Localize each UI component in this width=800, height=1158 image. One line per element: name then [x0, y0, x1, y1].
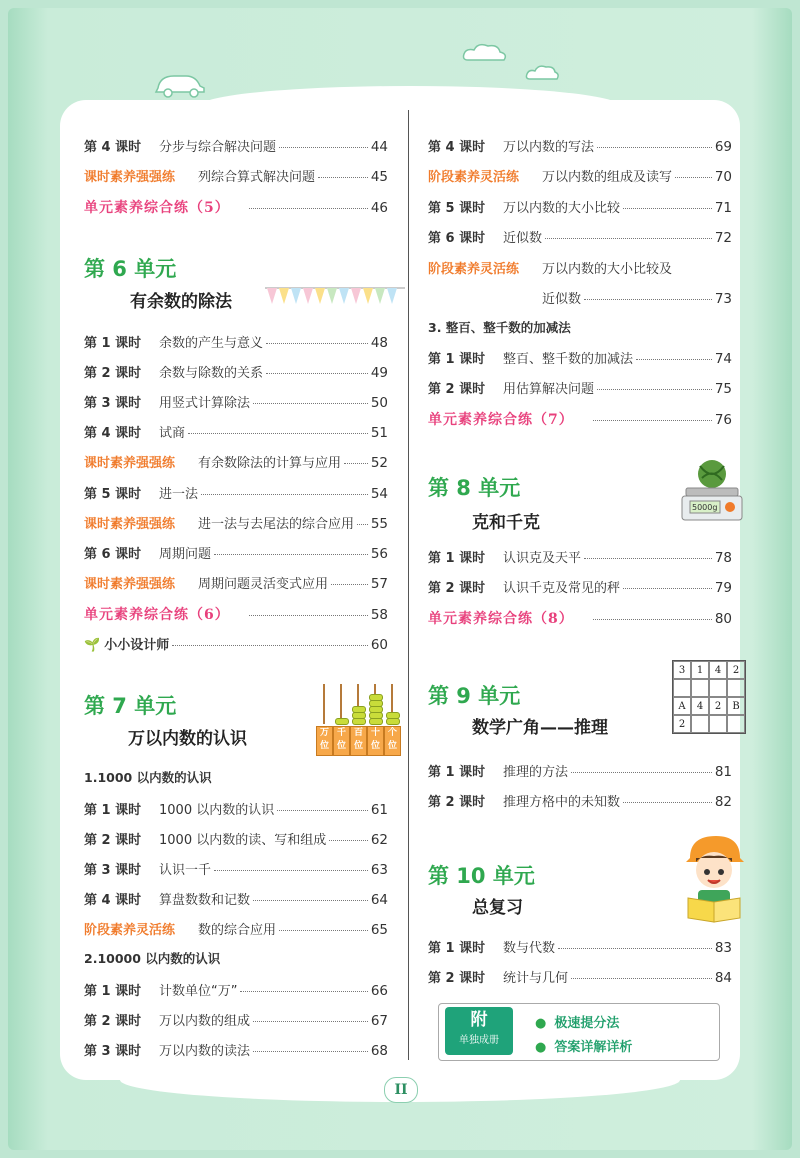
dot-leader — [558, 948, 712, 949]
toc-entry[interactable] — [428, 409, 732, 429]
scale-icon — [676, 454, 748, 526]
toc-entry[interactable] — [84, 919, 388, 938]
toc-entry-page: 78 — [714, 550, 732, 566]
dot-leader — [584, 299, 712, 300]
abacus-place-label: 万位 — [316, 726, 333, 756]
toc-entry-title: 余数的产生与意义 — [159, 336, 264, 351]
toc-entry[interactable] — [84, 889, 388, 908]
toc-entry[interactable] — [84, 422, 388, 441]
dot-leader — [172, 645, 368, 646]
section-1-title: 1.1000 以内数的认识 — [84, 770, 212, 785]
abacus-bead — [369, 706, 383, 713]
puzzle-cell: 2 — [709, 697, 727, 715]
toc-entry[interactable] — [84, 634, 388, 653]
dot-leader — [279, 930, 368, 931]
toc-entry-label: 第 1 课时 — [428, 941, 486, 956]
puzzle-cell: A — [673, 697, 691, 715]
toc-entry[interactable] — [84, 1010, 388, 1029]
puzzle-cell: 4 — [709, 661, 727, 679]
toc-entry-page: 64 — [370, 892, 388, 908]
toc-entry-label: 第 3 课时 — [84, 863, 142, 878]
unit-9-heading: 第 9 单元 — [428, 684, 521, 708]
dot-leader — [331, 584, 368, 585]
toc-entry[interactable] — [84, 452, 388, 471]
toc-entry-page: 58 — [370, 607, 388, 623]
toc-entry[interactable] — [84, 980, 388, 999]
toc-entry-page: 82 — [714, 794, 732, 810]
toc-entry[interactable] — [428, 577, 732, 596]
toc-entry-label: 第 1 课时 — [428, 551, 486, 566]
toc-entry-page: 73 — [714, 291, 732, 307]
toc-entry-page: 61 — [370, 802, 388, 818]
puzzle-cell: B — [727, 697, 745, 715]
dot-leader — [277, 810, 368, 811]
toc-entry-page: 71 — [714, 200, 732, 216]
puzzle-cell — [727, 679, 745, 697]
dot-leader — [253, 1051, 368, 1052]
toc-entry-page: 66 — [370, 983, 388, 999]
toc-entry[interactable] — [84, 332, 388, 351]
toc-entry-title: 计数单位“万” — [159, 984, 238, 999]
toc-entry-page: 52 — [370, 455, 388, 471]
toc-entry-page: 51 — [370, 425, 388, 441]
dot-leader — [266, 343, 368, 344]
dot-leader — [214, 870, 368, 871]
abacus-illustration — [316, 684, 406, 756]
toc-entry-label: 第 4 课时 — [84, 893, 142, 908]
abacus-place-label: 千位 — [333, 726, 350, 756]
toc-entry-title: 统计与几何 — [503, 971, 569, 986]
toc-entry[interactable] — [428, 227, 732, 246]
toc-entry-label: 课时素养强强练 — [84, 517, 176, 532]
puzzle-cell: 2 — [673, 715, 691, 733]
toc-entry-page: 74 — [714, 351, 732, 367]
toc-entry-title: 万以内数的大小比较及 — [542, 262, 673, 277]
dot-leader — [279, 147, 368, 148]
unit-8-heading: 第 8 单元 — [428, 476, 521, 500]
dot-leader — [675, 177, 712, 178]
card-wave-top — [200, 86, 620, 126]
toc-entry-page: 48 — [370, 335, 388, 351]
toc-entry-title: 推理方格中的未知数 — [503, 795, 621, 810]
dot-leader — [623, 588, 712, 589]
scale-reading: 5000g — [692, 503, 718, 512]
section-2-title: 2.10000 以内数的认识 — [84, 951, 221, 966]
toc-entry-label: 阶段素养灵活练 — [428, 170, 520, 185]
toc-entry-label: 小小设计师 — [104, 638, 170, 653]
dot-leader — [253, 900, 368, 901]
toc-entry-title: 万以内数的组成及读写 — [542, 170, 673, 185]
toc-entry-label: 第 1 课时 — [84, 984, 142, 999]
toc-entry-page: 44 — [370, 139, 388, 155]
toc-entry-title: 用估算解决问题 — [503, 382, 595, 397]
abacus-bead — [352, 712, 366, 719]
column-divider — [408, 110, 409, 1060]
abacus-bead — [369, 694, 383, 701]
toc-entry[interactable] — [84, 543, 388, 562]
abacus-bead — [386, 718, 400, 725]
dot-leader — [597, 389, 712, 390]
puzzle-cell — [691, 715, 709, 733]
toc-entry-page: 67 — [370, 1013, 388, 1029]
annex-badge-title: 附 — [470, 1010, 488, 1030]
toc-entry-title: 近似数 — [542, 292, 582, 307]
dot-leader — [344, 463, 368, 464]
sprout-icon: 🌱 — [84, 638, 101, 653]
abacus-bead — [369, 712, 383, 719]
annex-box — [438, 1003, 720, 1061]
puzzle-cell — [691, 679, 709, 697]
toc-entry[interactable] — [428, 136, 732, 155]
toc-entry-title: 算盘数数和记数 — [159, 893, 251, 908]
toc-entry-page: 70 — [714, 169, 732, 185]
toc-entry-page: 83 — [714, 940, 732, 956]
page-number: II — [384, 1077, 418, 1103]
toc-entry-title: 周期问题灵活变式应用 — [198, 577, 329, 592]
toc-entry[interactable] — [84, 513, 388, 532]
toc-entry-title: 进一法 — [159, 487, 199, 502]
dot-leader — [593, 619, 712, 620]
dot-leader — [249, 615, 368, 616]
dot-leader — [249, 208, 368, 209]
dot-leader — [545, 238, 712, 239]
toc-entry-page: 57 — [370, 576, 388, 592]
annex-item: ● 答案详解详析 — [535, 1040, 633, 1055]
dot-leader — [214, 554, 368, 555]
toc-entry-page: 62 — [370, 832, 388, 848]
puzzle-cell: 2 — [727, 661, 745, 679]
toc-entry[interactable] — [428, 166, 732, 185]
toc-entry-page: 50 — [370, 395, 388, 411]
toc-entry[interactable] — [428, 967, 732, 986]
toc-entry-title: 用竖式计算除法 — [159, 396, 251, 411]
dot-leader — [636, 359, 712, 360]
puzzle-cell — [709, 715, 727, 733]
toc-entry-page: 76 — [714, 412, 732, 428]
dot-leader — [571, 978, 712, 979]
puzzle-cell — [709, 679, 727, 697]
toc-entry[interactable] — [84, 829, 388, 848]
dot-leader — [188, 433, 368, 434]
toc-entry-title: 认识千克及常见的秤 — [503, 581, 621, 596]
toc-entry[interactable] — [428, 378, 732, 397]
toc-entry[interactable] — [428, 761, 732, 780]
unit-10-title: 总复习 — [472, 898, 523, 918]
toc-entry-label: 第 2 课时 — [428, 971, 486, 986]
dot-leader — [266, 373, 368, 374]
toc-entry-label: 第 2 课时 — [84, 1014, 142, 1029]
toc-entry-label: 第 5 课时 — [84, 487, 142, 502]
toc-entry-page: 46 — [370, 200, 388, 216]
toc-entry-page: 60 — [370, 637, 388, 653]
toc-entry-label: 阶段素养灵活练 — [84, 923, 176, 938]
toc-entry-label: 第 6 课时 — [84, 547, 142, 562]
annex-badge — [445, 1007, 513, 1055]
cloud-icon — [460, 40, 508, 64]
dot-leader — [253, 1021, 368, 1022]
puzzle-cell — [727, 715, 745, 733]
toc-entry-page: 72 — [714, 230, 732, 246]
toc-entry[interactable] — [428, 348, 732, 367]
abacus-bead — [369, 718, 383, 725]
unit-6-heading: 第 6 单元 — [84, 257, 177, 281]
toc-entry-page: 69 — [714, 139, 732, 155]
annex-badge-subtitle: 单独成册 — [459, 1035, 499, 1046]
toc-entry-label: 第 2 课时 — [428, 581, 486, 596]
toc-entry-label: 第 1 课时 — [84, 336, 142, 351]
toc-entry-title: 推理的方法 — [503, 765, 569, 780]
toc-entry[interactable] — [84, 392, 388, 411]
toc-entry[interactable] — [84, 166, 388, 185]
toc-entry-label: 第 5 课时 — [428, 201, 486, 216]
toc-entry-label: 第 2 课时 — [84, 833, 142, 848]
toc-entry-title: 分步与综合解决问题 — [159, 140, 277, 155]
toc-entry-page: 80 — [714, 611, 732, 627]
toc-entry-label: 第 3 课时 — [84, 396, 142, 411]
dot-leader — [329, 840, 368, 841]
annex-item: ● 极速提分法 — [535, 1016, 620, 1031]
puzzle-cell: 1 — [691, 661, 709, 679]
dot-leader — [623, 208, 712, 209]
dot-leader — [253, 403, 368, 404]
toc-entry-title: 认识克及天平 — [503, 551, 582, 566]
toc-entry-title: 数与代数 — [503, 941, 556, 956]
toc-entry-page: 81 — [714, 764, 732, 780]
toc-entry[interactable] — [84, 197, 388, 217]
toc-entry-title: 试商 — [159, 426, 186, 441]
sudoku-puzzle-grid — [672, 660, 746, 734]
toc-entry[interactable] — [428, 547, 732, 566]
abacus-bead — [369, 700, 383, 707]
toc-entry-page: 55 — [370, 516, 388, 532]
toc-entry-page: 49 — [370, 365, 388, 381]
toc-entry-label: 第 1 课时 — [428, 765, 486, 780]
toc-entry-title: 进一法与去尾法的综合应用 — [198, 517, 355, 532]
toc-entry-label: 第 2 课时 — [428, 382, 486, 397]
toc-entry-title: 1000 以内数的读、写和组成 — [159, 833, 327, 848]
toc-entry-page: 63 — [370, 862, 388, 878]
toc-entry[interactable] — [428, 937, 732, 956]
unit-9-title: 数学广角——推理 — [472, 718, 608, 738]
dot-leader — [593, 420, 712, 421]
toc-entry-title: 万以内数的大小比较 — [503, 201, 621, 216]
unit-10-heading: 第 10 单元 — [428, 864, 535, 888]
toc-entry[interactable] — [84, 136, 388, 155]
toc-entry-label: 课时素养强强练 — [84, 577, 176, 592]
toc-entry-label: 阶段素养灵活练 — [428, 262, 520, 277]
toc-entry-title: 认识一千 — [159, 863, 212, 878]
dot-leader — [357, 524, 368, 525]
bunting-decoration — [265, 286, 405, 308]
toc-entry-title: 周期问题 — [159, 547, 212, 562]
toc-entry-page: 84 — [714, 970, 732, 986]
toc-entry-title: 余数与除数的关系 — [159, 366, 264, 381]
toc-entry-label: 单元素养综合练（8） — [428, 611, 574, 627]
toc-entry[interactable] — [84, 604, 388, 624]
unit-8-title: 克和千克 — [472, 513, 540, 533]
dot-leader — [240, 991, 367, 992]
toc-entry-title: 万以内数的组成 — [159, 1014, 251, 1029]
toc-entry-label: 单元素养综合练（7） — [428, 412, 574, 428]
abacus-bead — [352, 706, 366, 713]
dot-leader — [318, 177, 368, 178]
puzzle-cell: 3 — [673, 661, 691, 679]
toc-entry-page: 45 — [370, 169, 388, 185]
toc-entry-page: 75 — [714, 381, 732, 397]
abacus-place-label: 十位 — [367, 726, 384, 756]
toc-entry[interactable] — [428, 258, 672, 277]
dot-leader — [571, 772, 712, 773]
toc-entry[interactable] — [84, 859, 388, 878]
toc-entry-label: 单元素养综合练（5） — [84, 200, 230, 216]
unit-7-heading: 第 7 单元 — [84, 694, 177, 718]
abacus-place-label: 个位 — [384, 726, 401, 756]
toc-entry-page: 54 — [370, 486, 388, 502]
dot-leader — [584, 558, 712, 559]
unit-7-title: 万以内数的认识 — [128, 729, 247, 749]
toc-entry[interactable] — [84, 483, 388, 502]
dot-leader — [597, 147, 712, 148]
abacus-bead — [386, 712, 400, 719]
toc-entry-title: 万以内数的读法 — [159, 1044, 251, 1059]
toc-entry-label: 课时素养强强练 — [84, 456, 176, 471]
toc-entry-label: 第 4 课时 — [84, 140, 142, 155]
toc-entry[interactable] — [84, 362, 388, 381]
toc-entry[interactable] — [428, 791, 732, 810]
toc-entry-label: 第 6 课时 — [428, 231, 486, 246]
toc-entry[interactable] — [84, 573, 388, 592]
dot-leader — [201, 494, 368, 495]
toc-entry-continuation[interactable] — [542, 288, 732, 307]
toc-entry-title: 近似数 — [503, 231, 543, 246]
toc-entry-label: 第 1 课时 — [84, 803, 142, 818]
toc-entry-label: 第 2 课时 — [428, 795, 486, 810]
puzzle-cell: 4 — [691, 697, 709, 715]
toc-entry-page: 56 — [370, 546, 388, 562]
toc-entry[interactable] — [84, 799, 388, 818]
toc-entry-page: 65 — [370, 922, 388, 938]
toc-entry-title: 列综合算式解决问题 — [198, 170, 316, 185]
dot-leader — [623, 802, 712, 803]
toc-entry-label: 课时素养强强练 — [84, 170, 176, 185]
toc-entry-label: 第 1 课时 — [428, 352, 486, 367]
toc-entry-title: 1000 以内数的认识 — [159, 803, 275, 818]
toc-entry-label: 第 2 课时 — [84, 366, 142, 381]
section-3-title: 3. 整百、整千数的加减法 — [428, 320, 571, 335]
toc-entry[interactable] — [428, 608, 732, 628]
unit-6-title: 有余数的除法 — [130, 292, 232, 312]
abacus-place-label: 百位 — [350, 726, 367, 756]
car-icon — [150, 68, 210, 98]
abacus-bead — [335, 718, 349, 725]
toc-entry[interactable] — [428, 197, 732, 216]
toc-entry-title: 有余数除法的计算与应用 — [198, 456, 342, 471]
toc-entry-title: 整百、整千数的加减法 — [503, 352, 634, 367]
toc-entry-label: 第 4 课时 — [84, 426, 142, 441]
toc-entry-label: 单元素养综合练（6） — [84, 607, 230, 623]
puzzle-cell — [673, 679, 691, 697]
abacus-bead — [352, 718, 366, 725]
toc-entry-label: 第 4 课时 — [428, 140, 486, 155]
student-reading-illustration — [680, 832, 748, 924]
toc-entry-label: 第 3 课时 — [84, 1044, 142, 1059]
toc-entry-title: 数的综合应用 — [198, 923, 277, 938]
cloud-icon — [524, 62, 560, 82]
toc-entry-page: 79 — [714, 580, 732, 596]
toc-entry-title: 万以内数的写法 — [503, 140, 595, 155]
toc-entry-page: 68 — [370, 1043, 388, 1059]
toc-entry[interactable] — [84, 1040, 388, 1059]
abacus-rod — [323, 684, 325, 724]
